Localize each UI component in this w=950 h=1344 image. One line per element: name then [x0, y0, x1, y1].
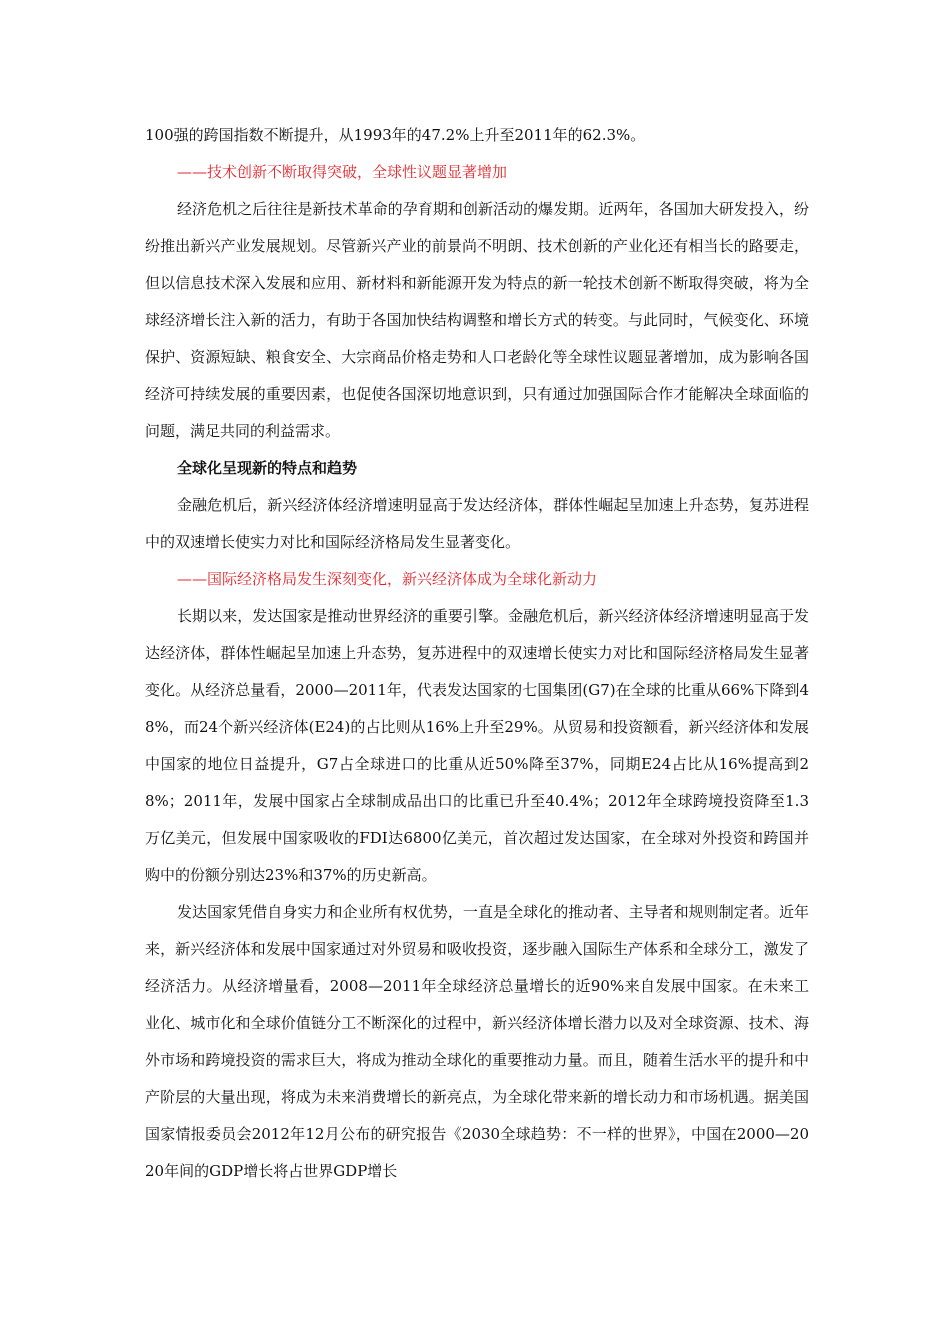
document-body [145, 117, 809, 1190]
section-heading-economic-pattern: ——国际经济格局发生深刻变化，新兴经济体成为全球化新动力 [177, 570, 598, 588]
paragraph-continuation: 100强的跨国指数不断提升，从1993年的47.2%上升至2011年的62.3%。 [145, 126, 646, 144]
paragraph-tech-innovation: 经济危机之后往往是新技术革命的孕育期和创新活动的爆发期。近两年，各国加大研发投入，纷纷推出新兴产业发展规划。尽管新兴产业的前景尚不明朗、技术创新的产业化还有相当长的路要走，但以信息技术深入发展和应用、新材料和新能源开发为特点的新一轮技术创新不断取得突破，将为全球经济增长注入新的活力，有助于各国加快结构调整和增长方式的转变。与此同时，气候变化、环境保护、资源短缺、粮食安全、大宗商品价格走势和人口老龄化等全球性议题显著增加，成为影响各国经济可持续发展的重要因素，也促使各国深切地意识到，只有通过加强国际合作才能解决全球面临的问题，满足共同的利益需求。 [145, 200, 809, 440]
section-heading-tech-innovation: ——技术创新不断取得突破，全球性议题显著增加 [177, 163, 508, 181]
paragraph-developed-countries-engine: 长期以来，发达国家是推动世界经济的重要引擎。金融危机后，新兴经济体经济增速明显高于发达经济体，群体性崛起呈加速上升态势，复苏进程中的双速增长使实力对比和国际经济格局发生显著变化。从经济总量看，2000—2011年，代表发达国家的七国集团(G7)在全球的比重从66%下降到48%，而24个新兴经济体(E24)的占比则从16%上升至29%。从贸易和投资额看，新兴经济体和发展中国家的地位日益提升，G7占全球进口的比重从近50%降至37%，同期E24占比从16%提高到28%；2011年，发展中国家占全球制成品出口的比重已升至40.4%；2012年全球跨境投资降至1.3万亿美元，但发展中国家吸收的FDI达6800亿美元，首次超过发达国家，在全球对外投资和跨国并购中的份额分别达23%和37%的历史新高。 [145, 607, 809, 884]
section-title-globalization-trends: 全球化呈现新的特点和趋势 [177, 459, 358, 477]
paragraph-financial-crisis: 金融危机后，新兴经济体经济增速明显高于发达经济体，群体性崛起呈加速上升态势，复苏进程中的双速增长使实力对比和国际经济格局发生显著变化。 [145, 496, 809, 551]
paragraph-developed-countries-advantage: 发达国家凭借自身实力和企业所有权优势，一直是全球化的推动者、主导者和规则制定者。近年来，新兴经济体和发展中国家通过对外贸易和吸收投资，逐步融入国际生产体系和全球分工，激发了经济活力。从经济增量看，2008—2011年全球经济总量增长的近90%来自发展中国家。在未来工业化、城市化和全球价值链分工不断深化的过程中，新兴经济体增长潜力以及对全球资源、技术、海外市场和跨境投资的需求巨大，将成为推动全球化的重要推动力量。而且，随着生活水平的提升和中产阶层的大量出现，将成为未来消费增长的新亮点，为全球化带来新的增长动力和市场机遇。据美国国家情报委员会2012年12月公布的研究报告《2030全球趋势：不一样的世界》，中国在2000—2020年间的GDP增长将占世界GDP增长 [145, 903, 809, 1180]
